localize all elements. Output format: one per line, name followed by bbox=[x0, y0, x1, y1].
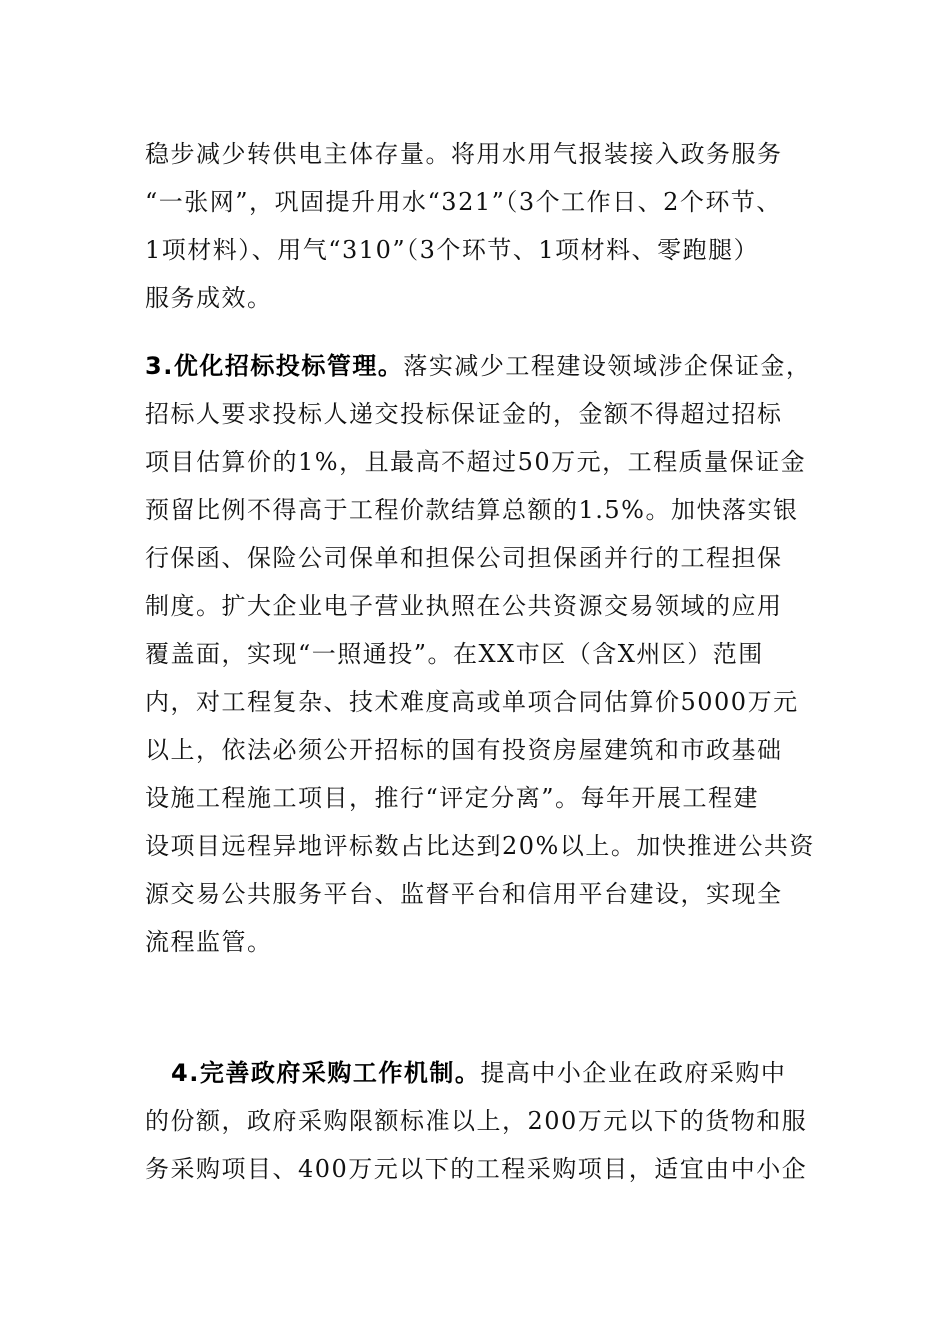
paragraph-2-line-9: 以上，依法必须公开招标的国有投资房屋建筑和市政基础 bbox=[145, 736, 783, 764]
paragraph-2-line-10: 设施工程施工项目，推行“评定分离”。每年开展工程建 bbox=[145, 784, 760, 812]
paragraph-2-line-13: 流程监管。 bbox=[145, 928, 273, 956]
paragraph-1-line-4: 服务成效。 bbox=[145, 284, 273, 312]
paragraph-3-line-3: 务采购项目、400万元以下的工程采购项目，适宜由中小企 bbox=[145, 1155, 808, 1183]
paragraph-1-line-1: 稳步减少转供电主体存量。将用水用气报装接入政务服务 bbox=[145, 140, 783, 168]
section-4-heading: 4.完善政府采购工作机制。 bbox=[171, 1059, 481, 1087]
paragraph-2-line-1 bbox=[145, 342, 811, 390]
paragraph-1-line-3: 1项材料）、用气“310”（3个环节、1项材料、零跑腿） bbox=[145, 236, 760, 264]
section-3-heading: 3.优化招标投标管理。 bbox=[145, 352, 404, 380]
paragraph-2-line-8: 内，对工程复杂、技术难度高或单项合同估算价5000万元 bbox=[145, 688, 799, 716]
paragraph-2-line-7: 覆盖面，实现“一照通投”。在XX市区（含X州区）范围 bbox=[145, 640, 764, 668]
paragraph-2-line-3: 项目估算价的1%，且最高不超过50万元，工程质量保证金 bbox=[145, 448, 807, 476]
paragraph-2-first-line-text: 落实减少工程建设领域涉企保证金， bbox=[403, 352, 812, 380]
paragraph-1-line-2: “一张网”，巩固提升用水“321”（3个工作日、2个环节、 bbox=[145, 188, 782, 216]
paragraph-3-first-line-text: 提高中小企业在政府采购中 bbox=[480, 1059, 787, 1087]
paragraph-3-line-1 bbox=[171, 1049, 786, 1097]
paragraph-2-line-5: 行保函、保险公司保单和担保公司担保函并行的工程担保 bbox=[145, 544, 783, 572]
paragraph-2-line-2: 招标人要求投标人递交投标保证金的，金额不得超过招标 bbox=[145, 400, 783, 428]
paragraph-2-line-6: 制度。扩大企业电子营业执照在公共资源交易领域的应用 bbox=[145, 592, 783, 620]
paragraph-2-line-11: 设项目远程异地评标数占比达到20%以上。加快推进公共资 bbox=[145, 832, 815, 860]
paragraph-2-line-4: 预留比例不得高于工程价款结算总额的1.5%。加快落实银 bbox=[145, 496, 799, 524]
paragraph-3-line-2: 的份额，政府采购限额标准以上，200万元以下的货物和服 bbox=[145, 1107, 808, 1135]
paragraph-2-line-12: 源交易公共服务平台、监督平台和信用平台建设，实现全 bbox=[145, 880, 783, 908]
